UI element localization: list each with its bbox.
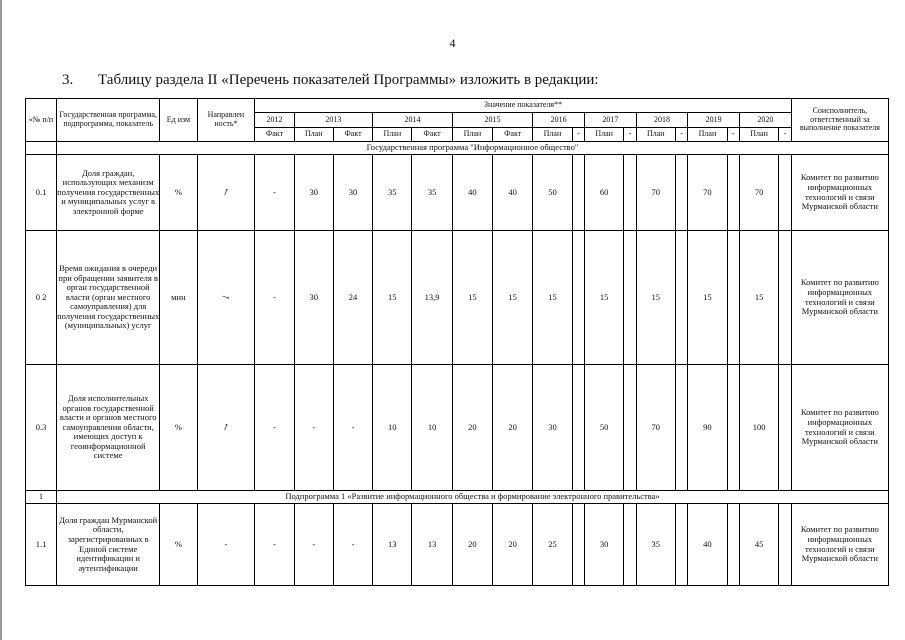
value-cell: 35 <box>373 155 412 231</box>
value-cell <box>727 231 739 365</box>
value-cell <box>675 504 687 586</box>
sub-header: Факт <box>493 128 533 142</box>
row-num: 0 2 <box>26 231 57 365</box>
table-row <box>26 365 889 491</box>
value-cell <box>624 365 636 491</box>
value-cell <box>624 231 636 365</box>
year-header: 2012 <box>255 113 294 128</box>
sub-header: План <box>584 128 623 142</box>
responsible-cell: Комитет по развитию информационных технологий и связи Мурманской области <box>791 504 888 586</box>
row-num: 0.3 <box>26 365 57 491</box>
sub-header: - <box>572 128 584 142</box>
sub-header: План <box>533 128 572 142</box>
value-cell: 50 <box>584 365 623 491</box>
value-cell: 35 <box>412 155 452 231</box>
value-cell <box>727 504 739 586</box>
value-cell: 30 <box>294 231 333 365</box>
section-num-cell <box>26 142 57 155</box>
value-cell: 13 <box>412 504 452 586</box>
value-cell: - <box>294 504 333 586</box>
value-cell: 15 <box>493 231 533 365</box>
value-cell: 35 <box>636 504 675 586</box>
unit-cell: % <box>160 504 197 586</box>
state-program-title: Государственная программа "Информационное общество" <box>57 142 889 155</box>
sub-header: План <box>688 128 727 142</box>
responsible-cell: Комитет по развитию информационных технологий и связи Мурманской области <box>791 365 888 491</box>
value-cell <box>779 504 792 586</box>
value-cell: 13,9 <box>412 231 452 365</box>
page-edge-line <box>0 0 2 640</box>
value-cell <box>779 365 792 491</box>
indicator-name: Доля граждан, использующих механизм получения государственных и муниципальных услуг в электронной форме <box>57 155 160 231</box>
sub-header: Факт <box>255 128 294 142</box>
table-row <box>26 231 889 365</box>
heading-number: 3. <box>62 72 74 88</box>
value-cell: 100 <box>739 365 778 491</box>
direction-mark-icon: ↘ <box>220 291 232 304</box>
value-cell: - <box>255 504 294 586</box>
sub-header: - <box>779 128 792 142</box>
col-header-direction: Направлен ность* <box>197 99 255 142</box>
value-cell: 13 <box>373 504 412 586</box>
value-cell: 20 <box>493 504 533 586</box>
value-cell <box>779 155 792 231</box>
sub-header: План <box>739 128 778 142</box>
value-cell: - <box>333 365 372 491</box>
direction-cell <box>197 155 255 231</box>
value-cell: 20 <box>452 365 492 491</box>
value-cell: - <box>255 231 294 365</box>
value-cell: - <box>333 504 372 586</box>
year-header: 2020 <box>739 113 791 128</box>
sub-header: План <box>294 128 333 142</box>
unit-cell: % <box>160 365 197 491</box>
sub-header: Факт <box>412 128 452 142</box>
section-heading <box>62 72 599 89</box>
unit-cell: мин <box>160 231 197 365</box>
value-cell: 45 <box>739 504 778 586</box>
value-cell: 70 <box>636 155 675 231</box>
unit-cell: % <box>160 155 197 231</box>
sub-header: - <box>624 128 636 142</box>
value-cell <box>572 155 584 231</box>
value-cell: 50 <box>533 155 572 231</box>
value-cell: - <box>294 365 333 491</box>
value-cell <box>727 155 739 231</box>
col-header-responsible: Соисполнитель, ответственный за выполнение показателя <box>791 99 888 142</box>
sub-header: План <box>636 128 675 142</box>
value-cell <box>572 365 584 491</box>
value-cell: 30 <box>533 365 572 491</box>
value-cell: 20 <box>493 365 533 491</box>
value-cell <box>624 504 636 586</box>
sub-header: План <box>452 128 492 142</box>
responsible-cell: Комитет по развитию информационных технологий и связи Мурманской области <box>791 231 888 365</box>
value-cell: 30 <box>294 155 333 231</box>
value-cell <box>675 155 687 231</box>
value-cell: 30 <box>333 155 372 231</box>
value-cell: 15 <box>739 231 778 365</box>
direction-mark-icon: ↗ <box>220 186 232 199</box>
value-cell: 70 <box>688 155 727 231</box>
heading-text: Таблицу раздела II «Перечень показателей Программы» изложить в редакции: <box>98 72 599 88</box>
value-cell: 10 <box>412 365 452 491</box>
direction-cell <box>197 231 255 365</box>
value-cell: 15 <box>533 231 572 365</box>
value-cell: 30 <box>584 504 623 586</box>
value-cell: 10 <box>373 365 412 491</box>
value-cell: 40 <box>493 155 533 231</box>
value-cell: 70 <box>636 365 675 491</box>
sub-header: - <box>727 128 739 142</box>
direction-cell <box>197 365 255 491</box>
year-header: 2017 <box>584 113 636 128</box>
indicator-name: Время ожидания в очереди при обращении заявителя в орган государственной власти (орган местного самоуправления) для получения государственных (муниципальных) услуг <box>57 231 160 365</box>
indicator-name: Доля граждан Мурманской области, зарегистрированных в Единой системе идентификации и аутентификации <box>57 504 160 586</box>
year-header: 2013 <box>294 113 373 128</box>
value-cell: 70 <box>739 155 778 231</box>
value-cell: 15 <box>373 231 412 365</box>
year-header: 2016 <box>533 113 585 128</box>
value-cell: 15 <box>688 231 727 365</box>
value-cell: 24 <box>333 231 372 365</box>
value-cell: - <box>255 155 294 231</box>
value-cell: 25 <box>533 504 572 586</box>
sub-header: - <box>675 128 687 142</box>
direction-mark-icon: ↗ <box>220 421 232 434</box>
year-header: 2019 <box>688 113 740 128</box>
col-header-program: Государственная программа, подпрограмма, показатель <box>57 99 160 142</box>
value-cell <box>675 231 687 365</box>
value-cell: 60 <box>584 155 623 231</box>
year-header: 2018 <box>636 113 688 128</box>
value-cell <box>624 155 636 231</box>
year-header: 2015 <box>452 113 533 128</box>
indicator-name: Доля исполнительных органов государственной власти и органов местного самоуправления области, имеющих доступ к геоинформационной системе <box>57 365 160 491</box>
value-cell: 15 <box>452 231 492 365</box>
direction-cell: - <box>197 504 255 586</box>
col-header-values: Значение показателя** <box>255 99 791 113</box>
row-num: 1.1 <box>26 504 57 586</box>
value-cell <box>572 504 584 586</box>
subprogram-title: Подпрограмма 1 «Развитие информационного общества и формирование электронного правительства» <box>57 491 889 504</box>
page-number: 4 <box>449 36 456 50</box>
row-num: 0.1 <box>26 155 57 231</box>
value-cell: 40 <box>688 504 727 586</box>
value-cell: 20 <box>452 504 492 586</box>
value-cell: 15 <box>584 231 623 365</box>
value-cell: 15 <box>636 231 675 365</box>
value-cell <box>675 365 687 491</box>
col-header-num: «№ п/п <box>26 99 57 142</box>
table-row <box>26 155 889 231</box>
table-row <box>26 504 889 586</box>
indicators-table <box>25 98 889 586</box>
value-cell <box>727 365 739 491</box>
value-cell: 40 <box>452 155 492 231</box>
value-cell: - <box>255 365 294 491</box>
col-header-unit: Ед изм <box>160 99 197 142</box>
sub-header: Факт <box>333 128 372 142</box>
subprogram-num: 1 <box>26 491 57 504</box>
responsible-cell: Комитет по развитию информационных технологий и связи Мурманской области <box>791 155 888 231</box>
sub-header: План <box>373 128 412 142</box>
value-cell: 90 <box>688 365 727 491</box>
year-header: 2014 <box>373 113 453 128</box>
value-cell <box>572 231 584 365</box>
value-cell <box>779 231 792 365</box>
